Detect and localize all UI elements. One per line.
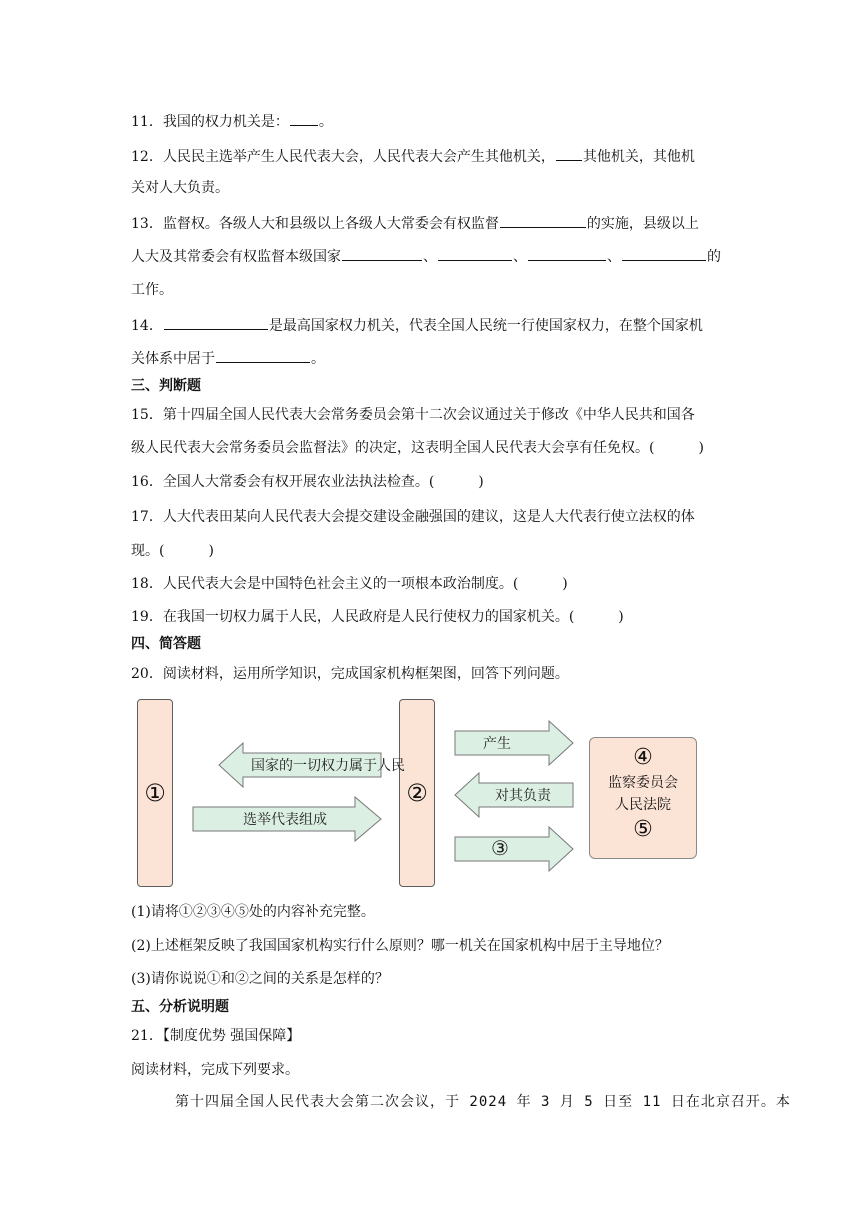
answer-blank xyxy=(342,246,422,261)
question-21-instruction: 阅读材料，完成下列要求。 xyxy=(131,1062,299,1078)
question-11 xyxy=(131,111,333,132)
paren-close: ) xyxy=(618,609,624,625)
answer-blank xyxy=(528,246,606,261)
section-heading-analysis: 五、分析说明题 xyxy=(131,999,229,1015)
answer-blank xyxy=(500,213,586,228)
question-13-text: 13．监督权。各级人大和县级以上各级人大常委会有权监督 xyxy=(131,216,499,232)
question-14-text-b: 关体系中居于 xyxy=(131,351,215,367)
question-11-text: 11．我国的权力机关是： xyxy=(131,114,289,130)
question-14-end: 。 xyxy=(311,351,325,367)
separator: 、 xyxy=(513,249,527,265)
answer-blank xyxy=(164,315,268,330)
question-16 xyxy=(131,472,484,492)
question-14-line1 xyxy=(131,315,703,336)
question-12-line2: 关对人大负责。 xyxy=(131,180,229,196)
section-heading-short-answer: 四、简答题 xyxy=(131,636,201,652)
question-20-stem: 20．阅读材料，运用所学知识，完成国家机构框架图，回答下列问题。 xyxy=(131,666,569,682)
paren-close: ) xyxy=(478,474,484,490)
question-17-text: 现。( xyxy=(131,543,165,559)
peoples-court: 人民法院 xyxy=(615,797,671,813)
arrow-three-label: ③ xyxy=(491,836,509,860)
question-21-title: 21．【制度优势 强国保障】 xyxy=(131,1028,301,1044)
question-17-line1: 17．人大代表田某向人民代表大会提交建设金融强国的建议，这是人大代表行使立法权的体 xyxy=(131,509,695,525)
question-12-text: 12．人民民主选举产生人民代表大会，人民代表大会产生其他机关， xyxy=(131,149,555,165)
question-19-text: 19．在我国一切权力属于人民，人民政府是人民行使权力的国家机关。( xyxy=(131,609,575,625)
answer-blank xyxy=(622,246,706,261)
question-13-line1 xyxy=(131,213,699,234)
question-17-line2 xyxy=(131,541,214,561)
box-five-label: ⑤ xyxy=(633,817,653,842)
question-18-text: 18．人民代表大会是中国特色社会主义的一项根本政治制度。( xyxy=(131,576,519,592)
arrow-produce xyxy=(455,721,573,765)
question-14-line2 xyxy=(131,348,325,369)
question-15-line1: 15．第十四届全国人民代表大会常务委员会第十二次会议通过关于修改《中华人民共和国各 xyxy=(131,407,695,423)
question-15-text: 级人民代表大会常务委员会监督法》的决定，这表明全国人民代表大会享有任免权。( xyxy=(131,440,655,456)
question-12-text-b: 其他机关，其他机 xyxy=(582,149,695,165)
question-21-material: 第十四届全国人民代表大会第二次会议，于 2024 年 3 月 5 日至 11 日在北京召开。本 xyxy=(175,1094,791,1110)
answer-blank xyxy=(556,146,582,161)
other-organs-box xyxy=(589,737,697,859)
arrow-right-label: 选举代表组成 xyxy=(243,812,327,828)
arrow-responsible-label: 对其负责 xyxy=(495,788,551,804)
question-20-sub2: (2)上述框架反映了我国国家机构实行什么原则？哪一机关在国家机构中居于主导地位？ xyxy=(131,938,669,954)
paren-close: ) xyxy=(208,543,214,559)
box-four-label: ④ xyxy=(633,745,653,770)
question-13-text-b: 的实施，县级以上 xyxy=(586,216,699,232)
question-20-sub1: (1)请将①②③④⑤处的内容补充完整。 xyxy=(131,904,375,920)
question-14-number: 14． xyxy=(131,318,163,334)
question-13-text-c: 人大及其常委会有权监督本级国家 xyxy=(131,249,341,265)
box-congress-label: ② xyxy=(406,779,428,807)
supervision-committee: 监察委员会 xyxy=(608,775,678,791)
question-12-line1 xyxy=(131,146,695,167)
arrow-produce-label: 产生 xyxy=(483,736,511,752)
paren-close: ) xyxy=(562,576,568,592)
question-13-end: 的 xyxy=(707,249,721,265)
question-11-end: 。 xyxy=(318,114,333,130)
answer-blank xyxy=(438,246,512,261)
question-19 xyxy=(131,607,624,627)
arrow-left-label: 国家的一切权力属于人民 xyxy=(251,758,405,774)
separator: 、 xyxy=(423,249,437,265)
question-13-line2 xyxy=(131,246,721,267)
arrow-three xyxy=(455,827,573,871)
question-13-line3: 工作。 xyxy=(131,282,173,298)
answer-blank xyxy=(290,111,318,126)
question-15-line2 xyxy=(131,438,704,458)
question-20-sub3: (3)请你说说①和②之间的关系是怎样的？ xyxy=(131,971,389,987)
state-organ-diagram xyxy=(131,695,701,890)
question-16-text: 16．全国人大常委会有权开展农业法执法检查。( xyxy=(131,474,435,490)
paren-close: ) xyxy=(698,440,704,456)
section-heading-judgement: 三、判断题 xyxy=(131,378,201,394)
box-people-label: ① xyxy=(144,779,166,807)
answer-blank xyxy=(216,348,310,363)
separator: 、 xyxy=(607,249,621,265)
question-14-text: 是最高国家权力机关，代表全国人民统一行使国家权力，在整个国家机 xyxy=(268,318,703,334)
question-18 xyxy=(131,574,568,594)
